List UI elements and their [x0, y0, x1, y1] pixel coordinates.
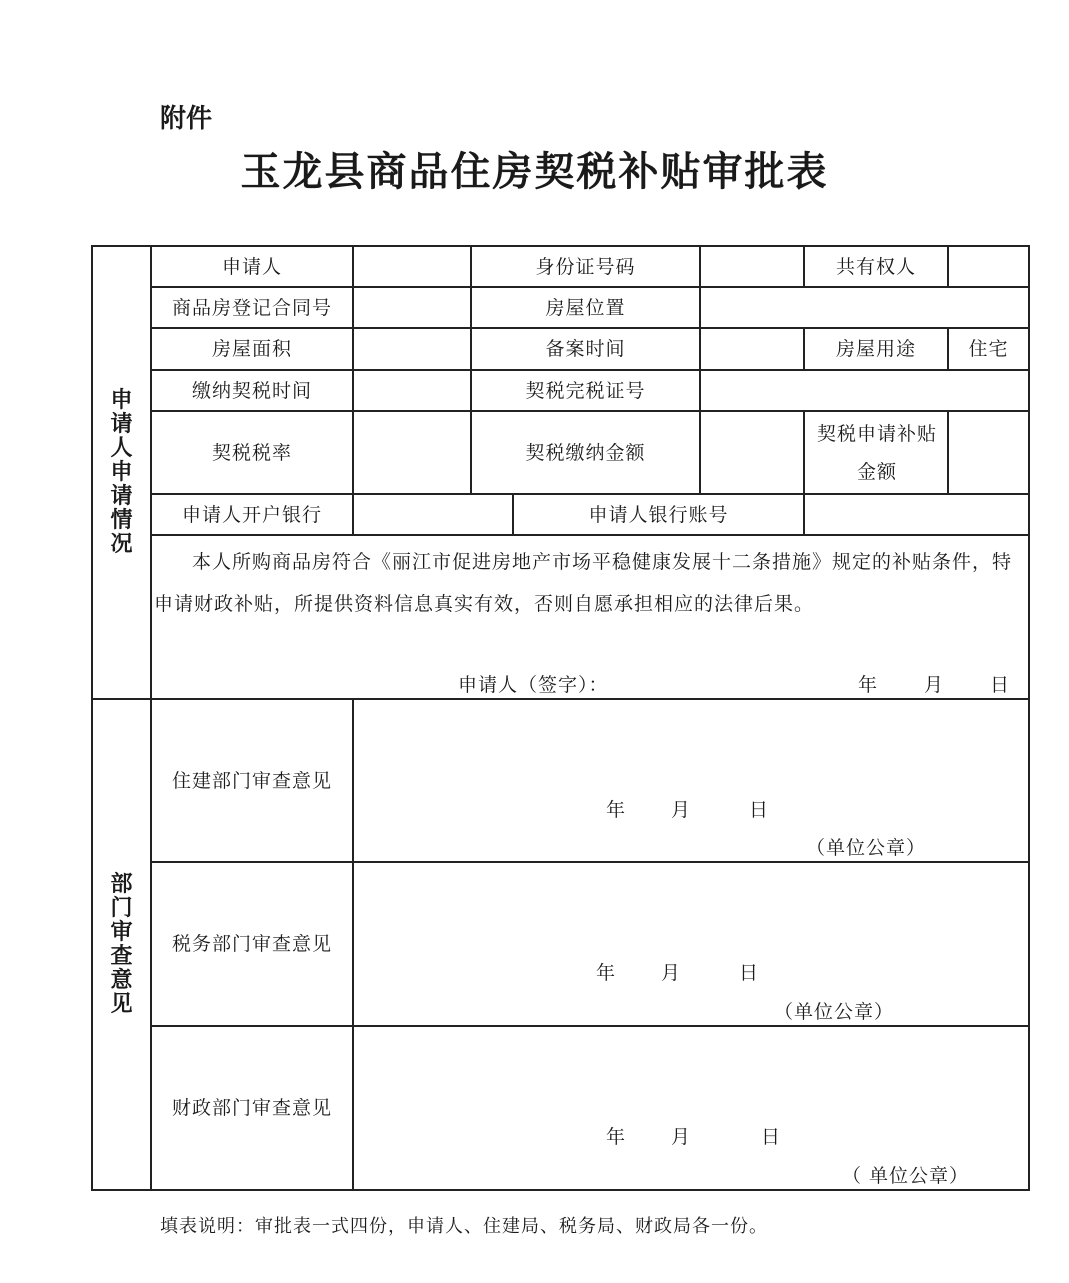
label-id-number: 身份证号码 — [535, 255, 636, 278]
attachment-label: 附件 — [160, 104, 213, 134]
usage-value: 住宅 — [968, 338, 1009, 360]
co-owner-field[interactable] — [949, 247, 1028, 286]
label-co-owner: 共有权人 — [835, 255, 916, 278]
area-field[interactable] — [354, 329, 470, 369]
column-divider — [352, 698, 354, 1189]
applicant-section-label — [93, 247, 150, 698]
row-divider — [150, 534, 1030, 536]
tax-dept-day: 日 — [739, 962, 760, 984]
label-usage: 房屋用途 — [835, 338, 916, 360]
page-title: 玉龙县商品住房契税补贴审批表 — [240, 148, 829, 195]
account-field[interactable] — [805, 495, 1028, 534]
declaration-text: 本人所购商品房符合《丽江市促进房地产市场平稳健康发展十二条措施》规定的补贴条件，特申请财政补贴，所提供资料信息真实有效，否则自愿承担相应的法律后果。 — [154, 551, 1013, 615]
side-label-text: 申请人申请情况 — [110, 387, 133, 557]
contract-no-field[interactable] — [354, 288, 470, 327]
label-tax-paid-time: 缴纳契税时间 — [191, 379, 312, 402]
signature-label: 申请人（签字）： — [458, 674, 609, 696]
label-subsidy-amount: 契税申请补贴金额 — [816, 422, 937, 483]
label-finance-dept: 财政部门审查意见 — [171, 1097, 332, 1119]
id-number-field[interactable] — [701, 247, 803, 286]
tax-rate-field[interactable] — [354, 412, 470, 493]
tax-dept-seal: （单位公章） — [774, 1001, 895, 1023]
table-border-bottom — [91, 1189, 1030, 1191]
side-label-text: 部门审查意见 — [110, 871, 133, 1017]
label-tax-amount: 契税缴纳金额 — [525, 441, 646, 464]
label-area: 房屋面积 — [211, 338, 292, 360]
tax-cert-no-field[interactable] — [701, 371, 1028, 410]
signature-day: 日 — [990, 674, 1011, 696]
label-contract-no: 商品房登记合同号 — [171, 296, 332, 319]
signature-year: 年 — [858, 674, 879, 696]
label-tax-cert-no: 契税完税证号 — [525, 379, 646, 402]
footer-note: 填表说明：审批表一式四份，申请人、住建局、税务局、财政局各一份。 — [160, 1216, 768, 1237]
housing-dept-year: 年 — [606, 799, 627, 821]
department-section-label — [93, 700, 150, 1189]
tax-paid-time-field[interactable] — [354, 371, 470, 410]
label-tax-dept: 税务部门审查意见 — [171, 933, 332, 955]
label-tax-rate: 契税税率 — [211, 441, 292, 464]
filing-time-field[interactable] — [701, 329, 803, 369]
location-field[interactable] — [701, 288, 1028, 327]
housing-dept-day: 日 — [749, 799, 770, 821]
label-bank: 申请人开户银行 — [181, 503, 322, 526]
table-border-right — [1028, 245, 1030, 1191]
label-applicant: 申请人 — [221, 255, 282, 278]
signature-month: 月 — [924, 674, 945, 696]
label-housing-dept: 住建部门审查意见 — [171, 769, 332, 792]
label-account: 申请人银行账号 — [588, 503, 729, 526]
tax-dept-year: 年 — [596, 962, 617, 984]
label-filing-time: 备案时间 — [545, 338, 626, 360]
tax-amount-field[interactable] — [701, 412, 803, 493]
housing-dept-seal: （单位公章） — [806, 837, 927, 859]
subsidy-amount-field[interactable] — [949, 412, 1028, 493]
finance-dept-month: 月 — [671, 1126, 692, 1148]
bank-field[interactable] — [354, 495, 512, 534]
applicant-field[interactable] — [354, 247, 470, 286]
finance-dept-year: 年 — [606, 1126, 627, 1148]
housing-dept-month: 月 — [671, 799, 692, 821]
finance-dept-day: 日 — [761, 1126, 782, 1148]
tax-dept-month: 月 — [661, 962, 682, 984]
finance-dept-seal: （ 单位公章） — [842, 1165, 970, 1187]
label-location: 房屋位置 — [545, 296, 626, 319]
